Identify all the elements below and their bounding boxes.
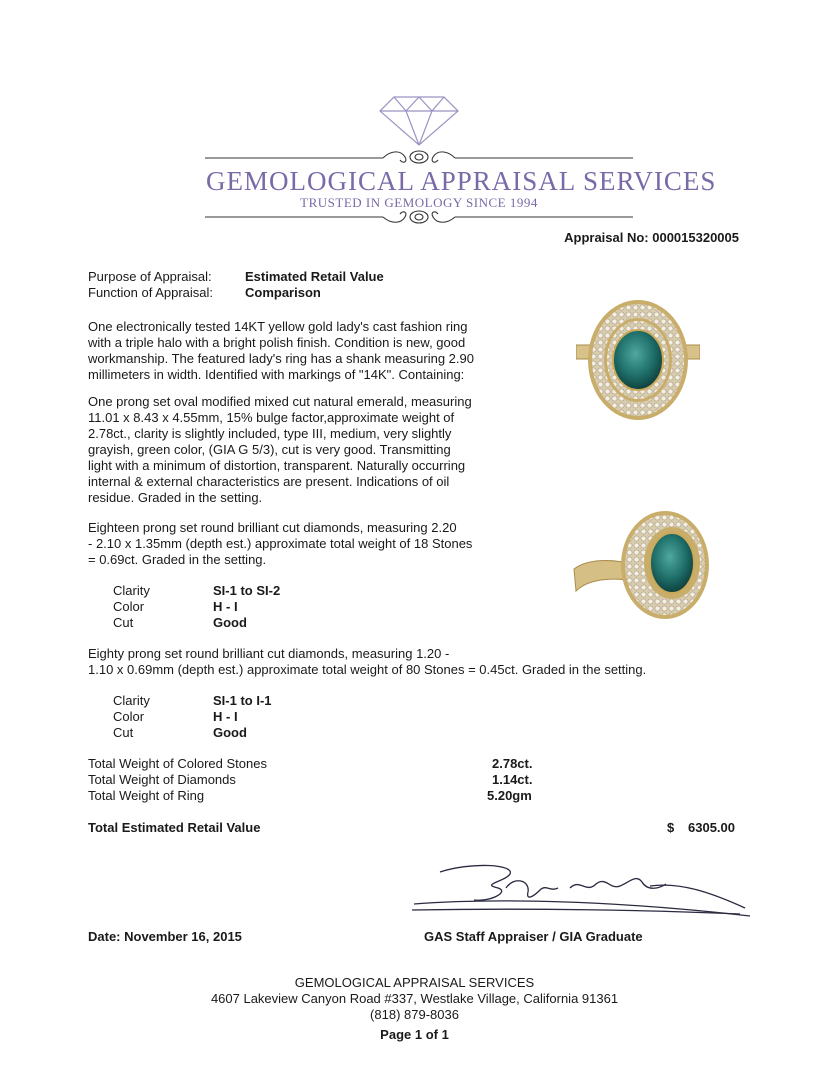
color-value: H - I — [213, 599, 238, 614]
text-line: light with a minimum of distortion, transparent. Naturally occurring — [88, 458, 466, 473]
text-line: = 0.69ct. Graded in the setting. — [88, 552, 267, 567]
text-line: One prong set oval modified mixed cut natural emerald, measuring — [88, 394, 472, 409]
footer-company: GEMOLOGICAL APPRAISAL SERVICES — [294, 975, 535, 990]
text-line: internal & external characteristics are present. Indications of oil — [88, 474, 450, 489]
footer-address: 4607 Lakeview Canyon Road #337, Westlake Village, California 91361 — [210, 991, 619, 1006]
text-line: grayish, green color, (GIA G 5/3), cut is very good. Transmitting — [88, 442, 451, 457]
total-ring-value: 5.20gm — [487, 788, 532, 803]
page-number: Page 1 of 1 — [380, 1027, 449, 1042]
function-value: Comparison — [245, 285, 321, 300]
color-value: H - I — [213, 709, 238, 724]
total-diamonds-value: 1.14ct. — [492, 772, 533, 787]
ring-photo-side — [570, 507, 720, 623]
retail-value: 6305.00 — [688, 820, 735, 835]
company-tagline: TRUSTED IN GEMOLOGY SINCE 1994 — [300, 195, 538, 210]
cut-label: Cut — [113, 725, 134, 740]
company-logo-title: GEMOLOGICAL APPRAISAL SERVICES — [206, 166, 717, 196]
text-line: with a triple halo with a bright polish finish. Condition is new, good — [88, 335, 466, 350]
text-line: residue. Graded in the setting. — [88, 490, 263, 505]
text-line: 1.10 x 0.69mm (depth est.) approximate total weight of 80 Stones = 0.45ct. Graded in the setting. — [88, 662, 647, 677]
appraiser-signature — [410, 858, 755, 922]
footer-phone: (818) 879-8036 — [370, 1007, 459, 1022]
color-label: Color — [113, 599, 145, 614]
purpose-label: Purpose of Appraisal: — [88, 269, 212, 284]
color-label: Color — [113, 709, 145, 724]
clarity-label: Clarity — [113, 693, 150, 708]
diamonds80-description — [88, 646, 688, 678]
currency-symbol: $ — [667, 820, 675, 835]
text-line: 11.01 x 8.43 x 4.55mm, 15% bulge factor,approximate weight of — [88, 410, 455, 425]
text-line: - 2.10 x 1.35mm (depth est.) approximate total weight of 18 Stones — [88, 536, 473, 551]
ring-photo-top — [576, 297, 700, 423]
diamonds18-description — [88, 520, 508, 568]
purpose-value: Estimated Retail Value — [245, 269, 384, 284]
clarity-value: SI-1 to I-1 — [213, 693, 272, 708]
diamond-logo-icon — [378, 95, 460, 147]
cut-label: Cut — [113, 615, 134, 630]
text-line: millimeters in width. Identified with markings of "14K". Containing: — [88, 367, 465, 382]
text-line: Eighteen prong set round brilliant cut diamonds, measuring 2.20 — [88, 520, 457, 535]
clarity-label: Clarity — [113, 583, 150, 598]
text-line: One electronically tested 14KT yellow gold lady's cast fashion ring — [88, 319, 468, 334]
text-line: workmanship. The featured lady's ring has a shank measuring 2.90 — [88, 351, 474, 366]
text-line: Eighty prong set round brilliant cut diamonds, measuring 1.20 - — [88, 646, 450, 661]
emerald-description — [88, 394, 508, 506]
ornament-divider-top — [205, 148, 633, 166]
cut-value: Good — [213, 615, 247, 630]
total-colored-label: Total Weight of Colored Stones — [88, 756, 267, 771]
ornament-divider-bottom — [205, 208, 633, 226]
total-colored-value: 2.78ct. — [492, 756, 533, 771]
total-diamonds-label: Total Weight of Diamonds — [88, 772, 236, 787]
text-line: 2.78ct., clarity is slightly included, type III, medium, very slightly — [88, 426, 452, 441]
appraisal-date: Date: November 16, 2015 — [88, 929, 242, 944]
retail-value-label: Total Estimated Retail Value — [88, 820, 261, 835]
appraiser-title: GAS Staff Appraiser / GIA Graduate — [424, 929, 643, 944]
function-label: Function of Appraisal: — [88, 285, 214, 300]
ring-description — [88, 319, 508, 383]
appraisal-number: Appraisal No: 000015320005 — [564, 230, 739, 245]
total-ring-label: Total Weight of Ring — [88, 788, 205, 803]
cut-value: Good — [213, 725, 247, 740]
clarity-value: SI-1 to SI-2 — [213, 583, 281, 598]
